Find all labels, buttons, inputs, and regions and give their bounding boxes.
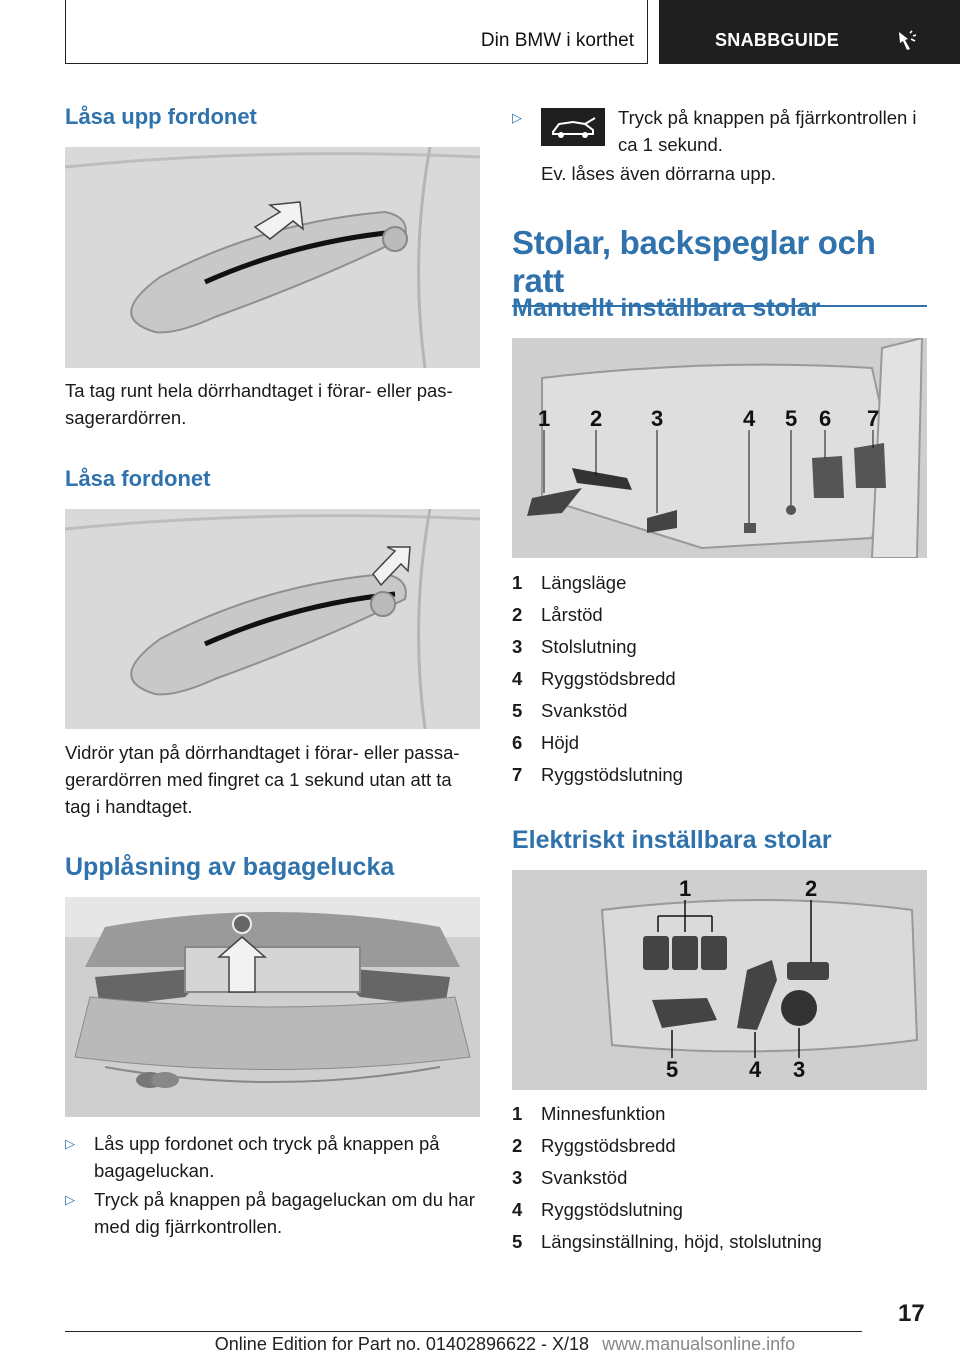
chapter-heading: Stolar, backspeglar och ratt [512,224,927,307]
door-handle-lock-image [65,509,480,729]
bullet-text: Lås upp fordonet och tryck på knappen på bagageluckan. [94,1133,440,1181]
remote-text: Tryck på knappen på fjärrkontrollen i ca 1 sekund. [618,107,917,155]
bullet-triangle-icon: ▷ [65,1136,75,1151]
lock-text: Vidrör ytan på dörrhandtaget i förar- eller passa-gerardörren med fingret ca 1 sekund utan att ta tag i handtaget. [65,742,460,817]
header-section-box [65,0,648,64]
electric-callout-2: 2 [805,876,818,901]
header-section-title: Din BMW i korthet [480,30,634,51]
electric-seat-image [512,870,927,1090]
electric-callout-4: 4 [749,1057,762,1082]
manual-callout-7: 7 [867,406,880,431]
manual-seats-heading: Manuellt inställbara stolar [512,294,821,322]
header-badge [659,0,960,64]
lock-heading: Låsa fordonet [65,466,211,491]
manual-callout-4: 4 [743,406,756,431]
electric-callout-3: 3 [793,1057,806,1082]
footer-divider [65,1331,862,1332]
footer-edition-text: Online Edition for Part no. 01402896622 - X/18 [214,1334,590,1354]
header-badge-label: SNABBGUIDE [715,30,840,50]
unlock-text: Ta tag runt hela dörrhandtaget i förar- eller pas-sagerardörren. [65,380,453,428]
manual-seat-image [512,338,927,558]
manual-callout-5: 5 [785,406,798,431]
trunk-heading: Upplåsning av bagagelucka [65,853,395,881]
hand-pointer-icon [896,29,920,53]
car-trunk-icon [541,108,605,146]
unlock-heading: Låsa upp fordonet [65,104,257,129]
manual-callout-2: 2 [590,406,603,431]
door-handle-unlock-image [65,147,480,368]
remote-note: Ev. låses även dörrarna upp. [541,163,777,184]
manual-callout-1: 1 [538,406,551,431]
manual-callout-3: 3 [651,406,664,431]
bullet-text: Tryck på knappen på bagageluckan om du har med dig fjärrkontrollen. [94,1189,475,1237]
footer-watermark: www.manualsonline.info [602,1334,796,1354]
manual-callout-6: 6 [819,406,832,431]
electric-callout-1: 1 [679,876,692,901]
bullet-triangle-icon: ▷ [65,1192,75,1207]
bullet-triangle-icon: ▷ [512,110,522,125]
page-number: 17 [898,1300,925,1327]
footer-edition [0,1334,960,1355]
electric-seats-heading: Elektriskt inställbara stolar [512,826,832,854]
trunk-lid-image [65,897,480,1117]
electric-callout-5: 5 [666,1057,679,1082]
